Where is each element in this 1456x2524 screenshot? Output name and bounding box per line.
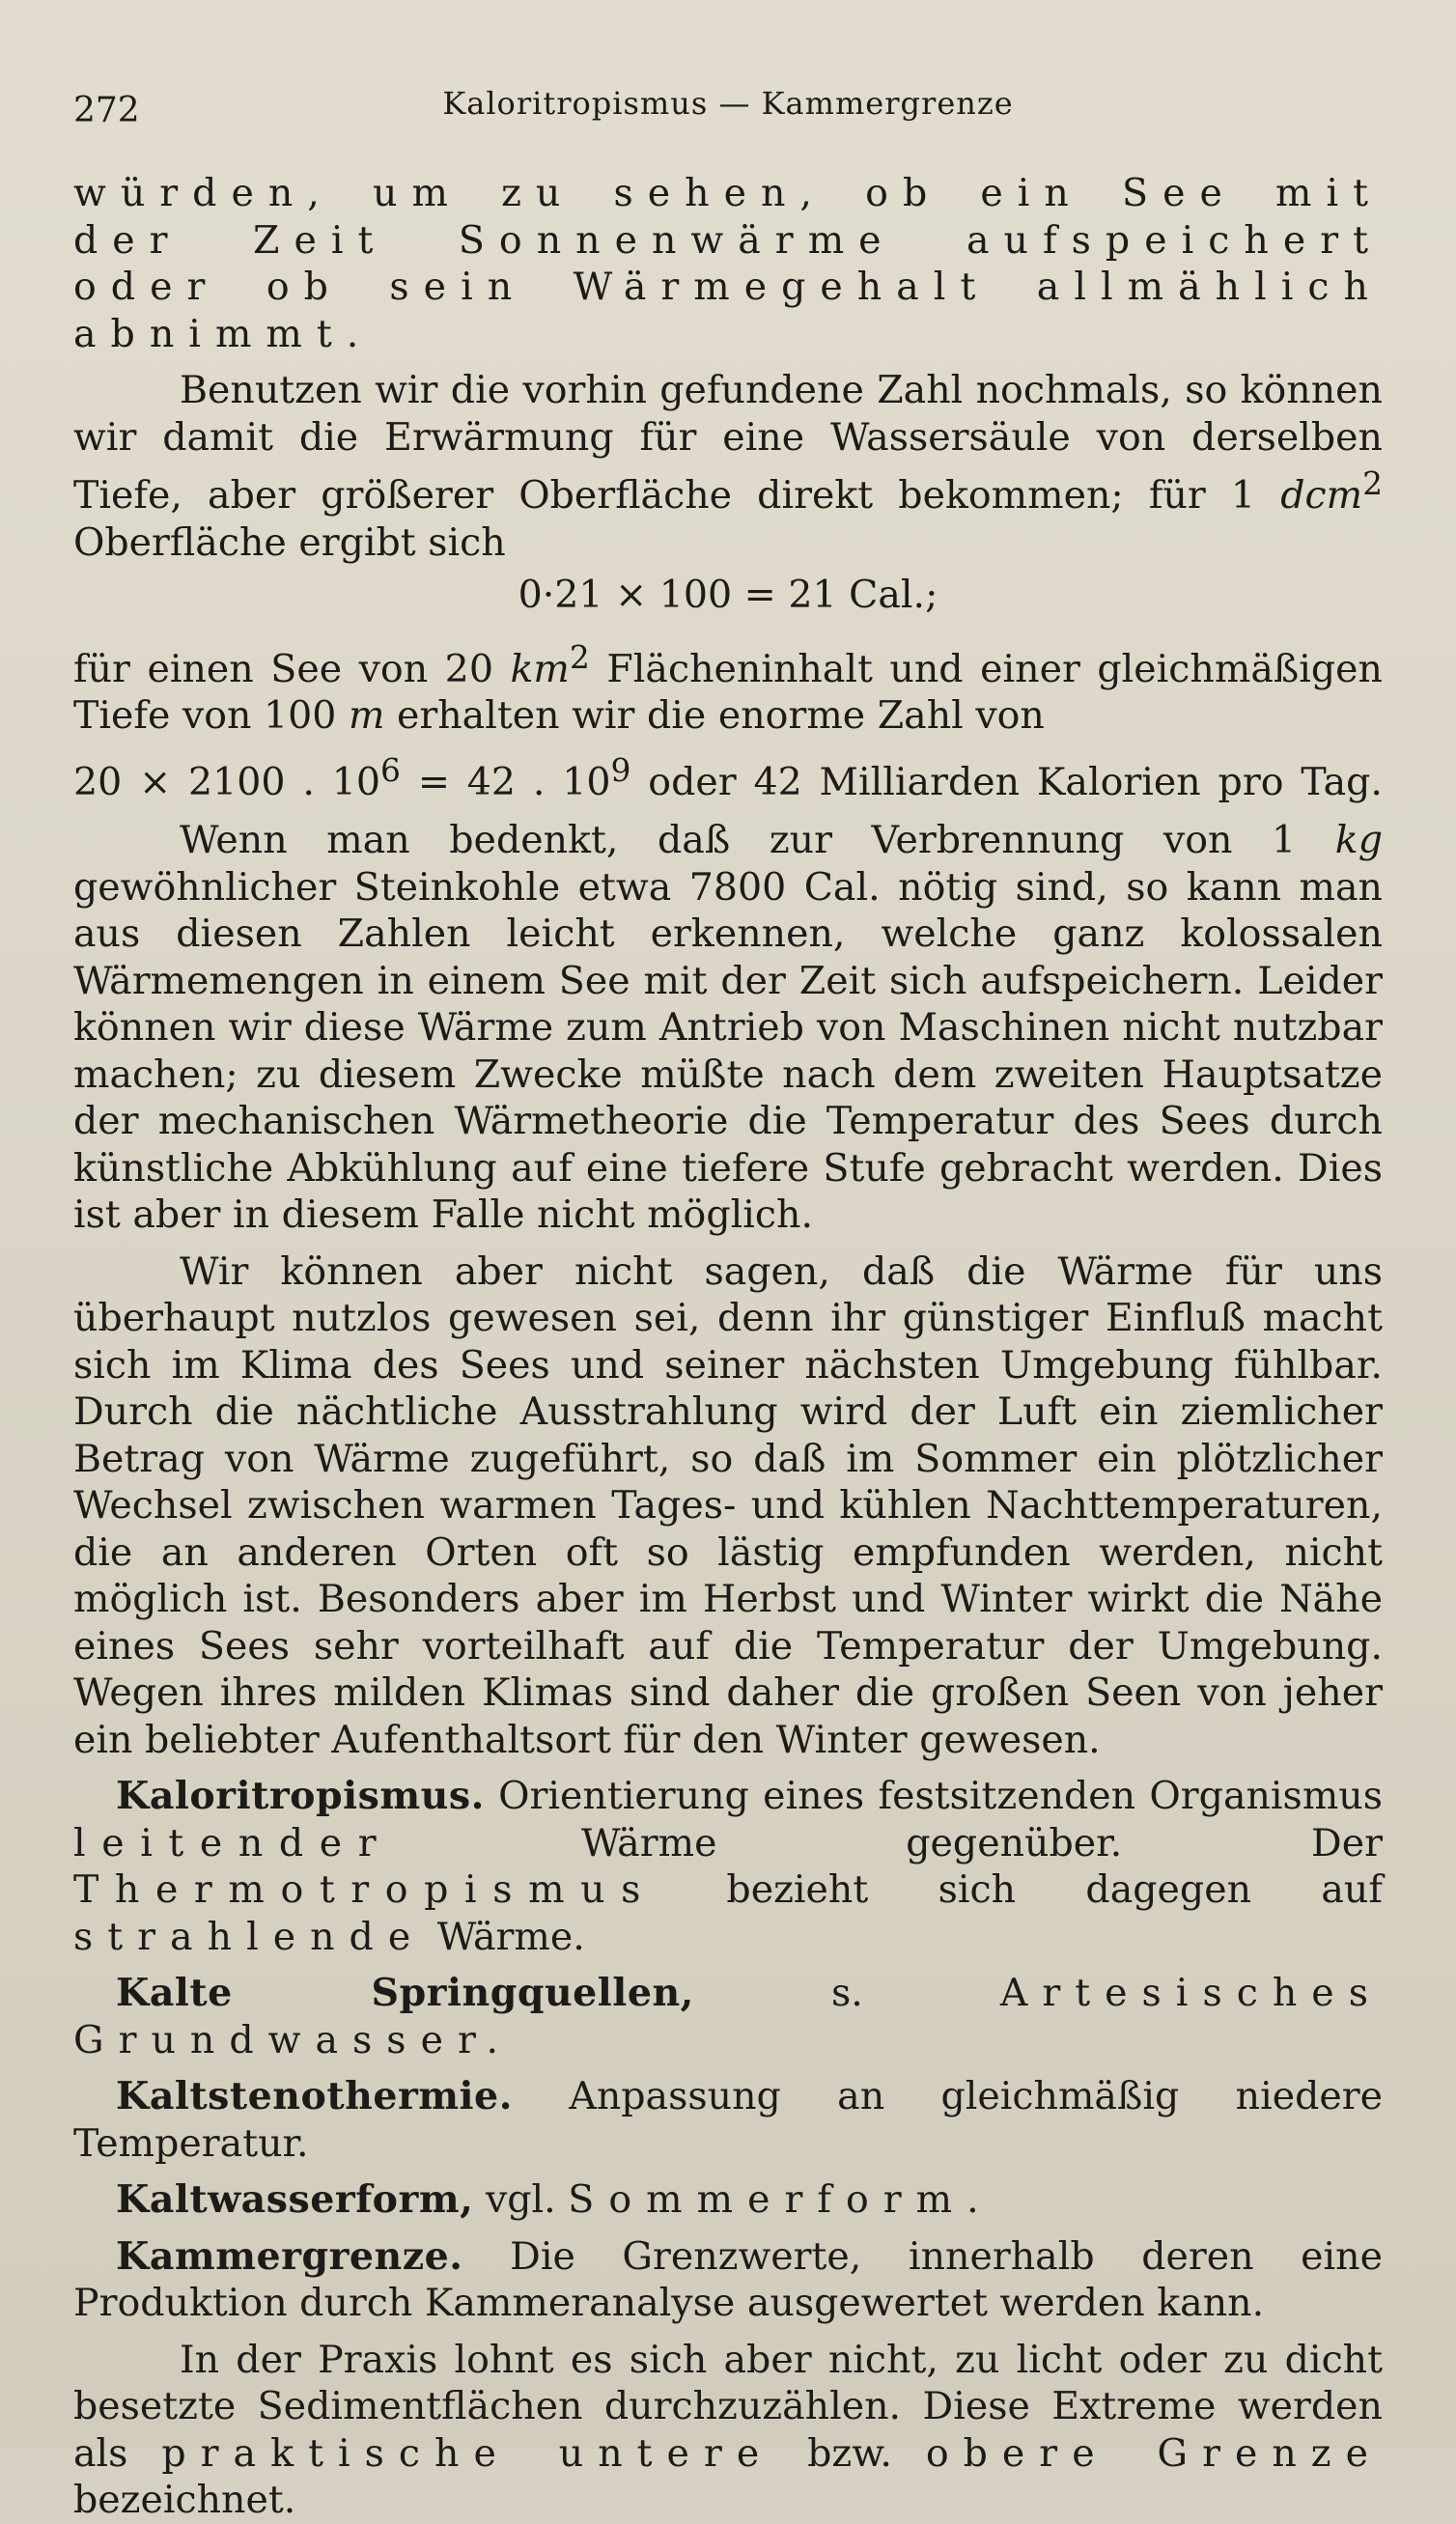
climate-paragraph: Wir können aber nicht sagen, daß die Wärme für uns überhaupt nutzlos gewesen sei, denn ihr günstiger Einfluß macht sich im Klima des Sees und seiner nächsten Umgebung fühlbar. Durch die nächtliche Ausstrahlung wird der Luft ein ziemlicher Betrag von Wärme zugeführt, so daß im Sommer ein plötzlicher Wechsel zwischen warmen Tages- und kühlen Nachttemperaturen, die an anderen Orten oft so lästig empfunden werden, nicht möglich ist. Besonders aber im Herbst und Winter wirkt die Nähe eines Sees sehr vorteilhaft auf die Temperatur der Umgebung. Wegen ihres milden Klimas sind daher die großen Seen von jeher ein beliebter Aufenthaltsort für den Winter gewesen. — [73, 1248, 1383, 1762]
formula-2-part: oder 42 Milliarden Kalorien pro Tag. — [630, 759, 1383, 804]
coal-text-b: gewöhnlicher Steinkohle etwa 7800 Cal. nötig sind, so kann man aus diesen Zahlen leicht erkennen, welche ganz kolossalen Wärmemengen in einem See mit der Zeit sich aufspeichern. Leider können wir diese Wärme zum Antrieb von Maschinen nicht nutzbar machen; zu diesem Zwecke müßte nach dem zweiten Hauptsatze der mechanischen Wärmetheorie die Temperatur des Sees durch künstliche Abkühlung auf eine tiefere Stufe gebracht werden. Dies ist aber in diesem Falle nicht möglich. — [73, 864, 1383, 1238]
calc-paragraph-cont — [73, 634, 1383, 740]
calc-text-b: Oberfläche ergibt sich — [73, 519, 506, 565]
calc-text-e: erhalten wir die enorme Zahl von — [384, 693, 1045, 739]
unit-kg: kg — [1334, 818, 1383, 863]
entry-kaloritropismus — [73, 1773, 1383, 1960]
unit-m: m — [348, 693, 385, 739]
spaced-term: strahlende — [73, 1914, 426, 1959]
spaced-term: obere Grenze — [925, 2430, 1383, 2476]
entry-kaltstenothermie — [73, 2073, 1383, 2167]
page-number: 272 — [73, 91, 140, 130]
calc-text-a: Benutzen wir die vorhin gefundene Zahl nochmals, so können wir damit die Erwärmung für eine Wassersäule von derselben Tiefe, aber größerer Oberfläche direkt bekommen; für 1 — [73, 368, 1383, 519]
coal-paragraph — [73, 817, 1383, 1239]
entry-kaltwasserform — [73, 2176, 1383, 2224]
entry-text: Anpassung an gleichmäßig niedere Temperatur. — [73, 2074, 1383, 2166]
superscript: 2 — [569, 637, 590, 676]
coal-text-a: Wenn man bedenkt, daß zur Verbrennung von 1 — [180, 818, 1335, 863]
calc-text-c: für einen See von 20 — [73, 646, 511, 691]
entry-text: In der Praxis lohnt es sich aber nicht, zu licht oder zu dicht besetzte Sedimentflächen durchzuzählen. Diese Extreme werden als — [73, 2337, 1383, 2476]
entry-kammergrenze — [73, 2233, 1383, 2327]
headword: Kaloritropismus. — [116, 1774, 485, 1819]
entry-text: s. — [693, 1971, 1000, 2016]
body-text — [73, 170, 1383, 2524]
calc-text-d: Flächeninhalt und einer gleichmäßigen Tiefe von 100 — [73, 646, 1383, 739]
superscript: 6 — [380, 750, 401, 789]
entry-text: bzw. — [773, 2430, 926, 2476]
entry-text: Wärme gegenüber. Der — [392, 1820, 1383, 1865]
running-title: Kaloritropismus — Kammergrenze — [442, 85, 1014, 122]
entry-kalte-springquellen — [73, 1970, 1383, 2063]
entry-text: bezeichnet. — [73, 2478, 296, 2523]
entry-text: vgl. — [473, 2177, 569, 2223]
superscript: 2 — [1362, 464, 1383, 502]
spaced-term: Sommerform. — [568, 2177, 994, 2223]
unit-km: km — [510, 646, 570, 691]
spaced-term: Artesisches Grundwasser. — [73, 1971, 1383, 2062]
headword: Kaltstenothermie. — [116, 2074, 513, 2119]
headword: Kaltwasserform, — [116, 2177, 474, 2223]
unit-dcm: dcm — [1280, 473, 1363, 519]
headword: Kalte Springquellen, — [116, 1971, 694, 2016]
formula-1: 0·21 × 100 = 21 Cal.; — [518, 573, 938, 618]
spaced-term: Thermotropismus — [73, 1867, 658, 1913]
formula-2-part: = 42 . 10 — [400, 759, 611, 804]
entry-text: Wärme. — [425, 1914, 585, 1959]
headword: Kammergrenze. — [116, 2233, 463, 2279]
spaced-term: praktische untere — [161, 2430, 774, 2476]
continuation-paragraph — [73, 170, 1383, 357]
kammergrenze-paragraph-2 — [73, 2337, 1383, 2524]
continuation-spaced-text: würden, um zu sehen, ob ein See mit der Zeit Sonnenwärme aufspeichert oder ob sein Wärmegehalt allmählich abnimmt. — [73, 171, 1383, 356]
entry-text: Orientierung eines festsitzenden Organismus — [484, 1774, 1383, 1819]
superscript: 9 — [610, 750, 631, 789]
formula-2-part: 20 × 2100 . 10 — [73, 759, 381, 804]
entry-text: bezieht sich dagegen auf — [657, 1867, 1383, 1913]
spaced-term: leitender — [73, 1820, 393, 1865]
calc-paragraph — [73, 367, 1383, 566]
running-head — [73, 85, 1383, 133]
formula-2 — [73, 747, 1383, 806]
entry-text: Die Grenzwerte, innerhalb deren eine Produktion durch Kammeranalyse ausgewertet werden kann. — [73, 2233, 1383, 2326]
